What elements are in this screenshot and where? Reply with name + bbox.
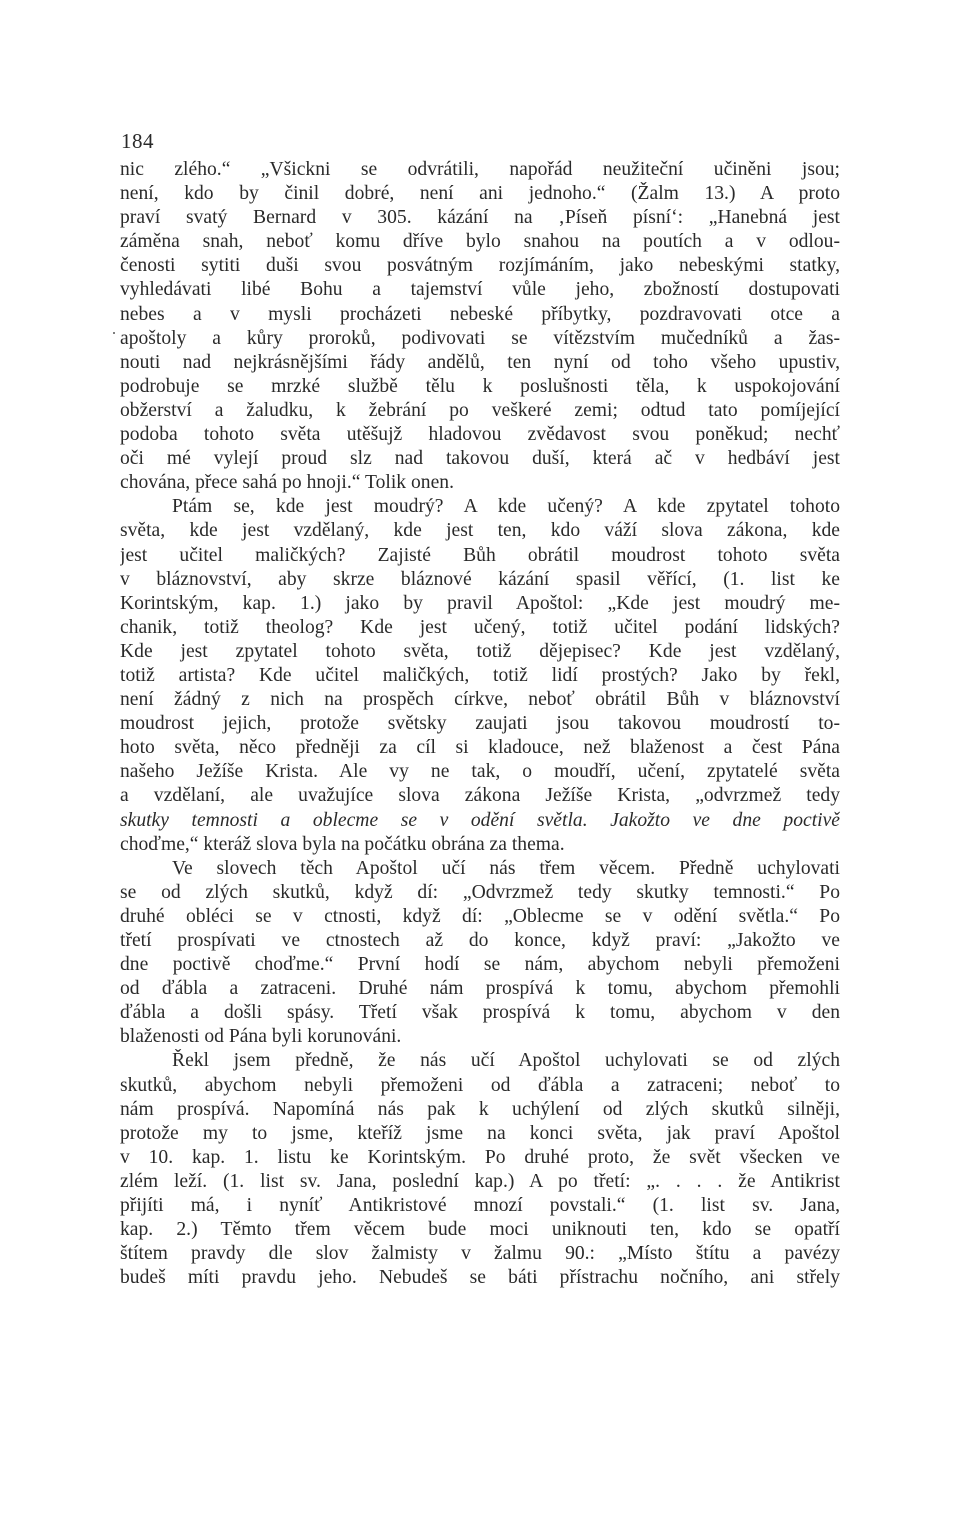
text-line: není žádný z nich na prospěch církve, neboť obrátil Bůh v bláznovství [120,689,840,711]
text-line: ďábla a došli spásy. Třetí však prospívá k tomu, abychom v den [120,1002,840,1024]
text-line: protože my to jsme, kteříž jsme na konci světa, jak praví Apoštol [120,1122,840,1144]
text-line: budeš míti pravdu jeho. Nebudeš se báti přístrachu nočního, ani střely [120,1267,840,1289]
text-line: nouti nad nejkrásnějšími řády andělů, ten nyní od toho všeho upustiv, [120,351,840,373]
text-line: choďme,“ kteráž slova byla na počátku obrána za themа. [120,833,565,855]
text-line: třetí prospívati ve ctnostech až do konce, když praví: „Jakožto ve [120,930,840,951]
text-line: hoto světa, něco předněji za cíl si kladouce, než blaženost a čest Pána [120,737,840,759]
text-line: Řekl jsem předně, že nás učí Apoštol uchylovati se od zlých [172,1050,840,1072]
text-line: nebes a v mysli procházeti nebeské příbytky, pozdravovati otce a [120,303,840,325]
text-line: světa, kde jest vzdělaný, kde jest ten, kdo váží slova zákona, kde [120,520,840,542]
text-line: skutky temnosti a oblecme se v odění světla. Jakožto ve dne poctivě [120,809,840,831]
margin-mark [113,332,115,334]
text-line: chována, přece sahá po hnoji.“ Tolik onen. [120,472,454,494]
text-line: kap. 2.) Těmto třem věcem bude moci uniknouti ten, kdo se opatří [120,1219,840,1241]
text-line: nic zlého.“ „Všickni se odvrátili, napořád neužiteční učiněni jsou; [120,159,840,180]
text-line: Ve slovech těch Apoštol učí nás třem věcem. Předně uchylovati [172,857,840,879]
text-line: jest učitel maličkých? Zajisté Bůh obrátil moudrost tohoto světa [120,544,840,566]
text-line: Kde jest zpytatel tohoto světa, totiž dějepisec? Kde jest vzdělaný, [120,640,840,662]
text-line: čenosti sytiti duši svou posvátným rozjímáním, jako nebeskými statky, [120,255,840,277]
text-line: blaženosti od Pána byli korunováni. [120,1026,402,1048]
text-line: vyhledávati libé Bohu a tajemství vůle jeho, zbožností dostupovati [120,279,840,301]
text-line: moudrost jejich, protože světsky zaujati jsou takovou moudrostí to- [120,713,840,735]
text-line: od ďábla a zatraceni. Druhé nám prospívá k tomu, abychom přemohli [120,978,840,1000]
text-line: není, kdo by činil dobré, není ani jednoho.“ (Žalm 13.) A proto [120,183,840,205]
text-line: Ptám se, kde jest moudrý? A kde učený? A kde zpytatel tohoto [172,496,840,518]
text-line: v bláznovství, aby skrze bláznové kázání spasil věřící, (1. list ke [120,568,840,590]
text-line: apoštoly a kůry proroků, podivovati se vítězstvím mučedníků a žas- [120,327,840,349]
text-line: a vzdělaní, ale uvažujíce slova zákona Ježíše Krista, „odvrzmež tedy [120,785,840,807]
text-line: přijíti má, i nyníť Antikristové mnozí povstali.“ (1. list sv. Jana, [120,1195,840,1217]
text-line: Korintským, kap. 1.) jako by pravil Apoštol: „Kde jest moudrý me- [120,592,840,614]
text-line: druhé obléci se v ctnosti, když dí: „Oblecme se v odění světla.“ Po [120,905,840,927]
text-line: našeho Ježíše Krista. Ale vy ne tak, o moudří, učení, zpytatelé světa [120,761,840,783]
text-line: praví svatý Bernard v 305. kázání na ‚Píseň písní‘: „Hanebná jest [120,207,840,229]
text-line: záměna snah, neboť komu dříve bylo snahou na poutích a v odlou- [120,231,840,253]
text-line: skutků, abychom nebyli přemoženi od ďábla a zatraceni; neboť to [120,1074,840,1096]
text-line: obžerství a žaludku, k žebrání po veškeré zemi; odtud tato pomíjející [120,399,840,421]
text-line: nám prospívá. Napomíná nás pak k uchýlení od zlých skutků silněji, [120,1098,840,1120]
text-line: podoba tohoto světa utěšujž hladovou zvědavost svou poněkud; nechť [120,424,840,446]
text-line: podrobuje se mrzké službě tělu k poslušnosti těla, k uspokojování [120,375,840,397]
text-line: dne poctivě choďme.“ První hodí se nám, abychom nebyli přemoženi [120,954,840,976]
text-line: v 10. kap. 1. listu ke Korintským. Po druhé proto, že svět všecken ve [120,1146,840,1168]
text-line: se od zlých skutků, když dí: „Odvrzmež tedy skutky temnosti.“ Po [120,881,840,903]
body-text [120,158,840,1290]
page-number: 184 [121,129,154,153]
text-line: štítem pravdy dle slov žalmisty v žalmu 90.: „Místo štítu a pavézy [120,1243,840,1265]
text-line: totiž artista? Kde učitel maličkých, totiž lidí prostých? Jako by řekl, [120,664,840,686]
text-line: zlém leží. (1. list sv. Jana, poslední kap.) A po třetí: „. . . . že Antikrist [120,1170,840,1192]
text-line: chanik, totiž theolog? Kde jest učený, totiž učitel podání lidských? [120,616,840,638]
text-line: oči mé vylejí proud slz nad takovou duší, která ač v hedbáví jest [120,448,840,470]
